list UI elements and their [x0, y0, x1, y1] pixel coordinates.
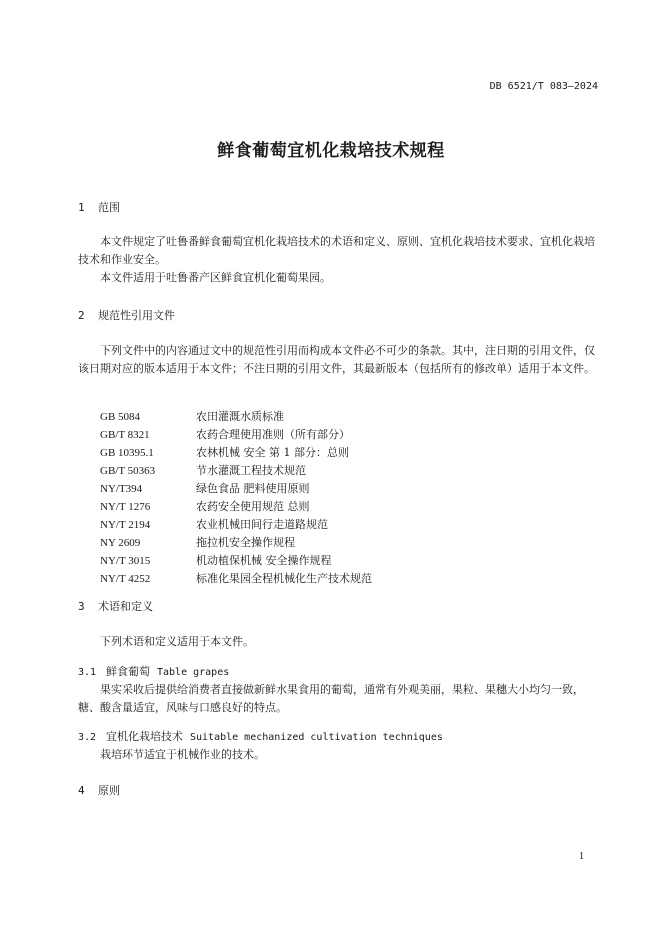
page-number: 1	[579, 851, 584, 862]
term-3-1-heading	[78, 663, 229, 679]
reference-item	[100, 477, 520, 495]
term-3-2-heading	[78, 728, 443, 744]
section-number: 4	[78, 784, 85, 797]
section-title: 范围	[98, 201, 120, 214]
reference-title: 农业机械田间行走道路规范	[196, 518, 328, 531]
section-1-heading	[78, 199, 120, 215]
reference-code: GB 5084	[100, 411, 141, 423]
page-title: 鲜食葡萄宜机化栽培技术规程	[217, 141, 445, 161]
reference-code: GB/T 50363	[100, 465, 156, 477]
reference-code: NY/T 4252	[100, 573, 151, 585]
reference-title: 拖拉机安全操作规程	[196, 536, 295, 549]
reference-title: 农药安全使用规范 总则	[196, 500, 310, 513]
reference-code: NY/T394	[100, 483, 143, 495]
section-1-paragraph-2: 本文件适用于吐鲁番产区鲜食宜机化葡萄果园。	[100, 271, 331, 284]
reference-item	[100, 531, 520, 549]
reference-item	[100, 441, 520, 459]
reference-item	[100, 567, 520, 585]
term-english: Suitable mechanized cultivation techniques	[190, 732, 443, 743]
reference-code: NY/T 1276	[100, 501, 151, 513]
reference-item	[100, 549, 520, 567]
section-2-paragraph-1: 下列文件中的内容通过文中的规范性引用而构成本文件必不可少的条款。其中，注日期的引用文件，仅该日期对应的版本适用于本文件；不注日期的引用文件，其最新版本（包括所有的修改单）适用于本文件。	[78, 344, 595, 375]
section-3-paragraph-1: 下列术语和定义适用于本文件。	[100, 635, 254, 648]
reference-code: GB 10395.1	[100, 447, 154, 459]
doc-number: DB 6521/T 083—2024	[489, 81, 598, 92]
section-3-heading	[78, 598, 153, 614]
reference-item	[100, 405, 520, 423]
reference-title: 农田灌溉水质标准	[196, 410, 284, 423]
reference-title: 农林机械 安全 第 1 部分：总则	[196, 446, 349, 459]
section-title: 术语和定义	[98, 600, 153, 613]
term-3-1-definition: 果实采收后提供给消费者直接做新鲜水果食用的葡萄，通常有外观美丽，果粒、果穗大小均匀一致，糖、酸含量适宜，风味与口感良好的特点。	[78, 683, 584, 714]
reference-code: NY 2609	[100, 537, 141, 549]
reference-title: 绿色食品 肥料使用原则	[196, 482, 310, 495]
term-chinese: 宜机化栽培技术	[106, 730, 183, 743]
section-number: 2	[78, 309, 85, 322]
reference-title: 节水灌溉工程技术规范	[196, 464, 306, 477]
reference-item	[100, 423, 520, 441]
term-english: Table grapes	[157, 667, 230, 678]
section-number: 3	[78, 600, 85, 613]
reference-item	[100, 459, 520, 477]
reference-code: NY/T 3015	[100, 555, 151, 567]
reference-title: 农药合理使用准则（所有部分）	[196, 428, 350, 441]
section-number: 1	[78, 201, 85, 214]
section-2-heading	[78, 307, 175, 323]
term-chinese: 鲜食葡萄	[106, 665, 150, 678]
reference-item	[100, 495, 520, 513]
section-4-heading	[78, 782, 120, 798]
reference-code: NY/T 2194	[100, 519, 151, 531]
reference-item	[100, 513, 520, 531]
term-number: 3.1	[78, 667, 97, 678]
term-3-2-definition: 栽培环节适宜于机械作业的技术。	[100, 748, 265, 761]
section-1-paragraph-1: 本文件规定了吐鲁番鲜食葡萄宜机化栽培技术的术语和定义、原则、宜机化栽培技术要求、宜机化栽培技术和作业安全。	[78, 235, 595, 266]
reference-code: GB/T 8321	[100, 429, 150, 441]
reference-title: 机动植保机械 安全操作规程	[196, 554, 332, 567]
term-number: 3.2	[78, 732, 97, 743]
section-title: 原则	[98, 784, 120, 797]
section-title: 规范性引用文件	[98, 309, 175, 322]
reference-list	[100, 405, 520, 585]
reference-title: 标准化果园全程机械化生产技术规范	[196, 572, 372, 585]
